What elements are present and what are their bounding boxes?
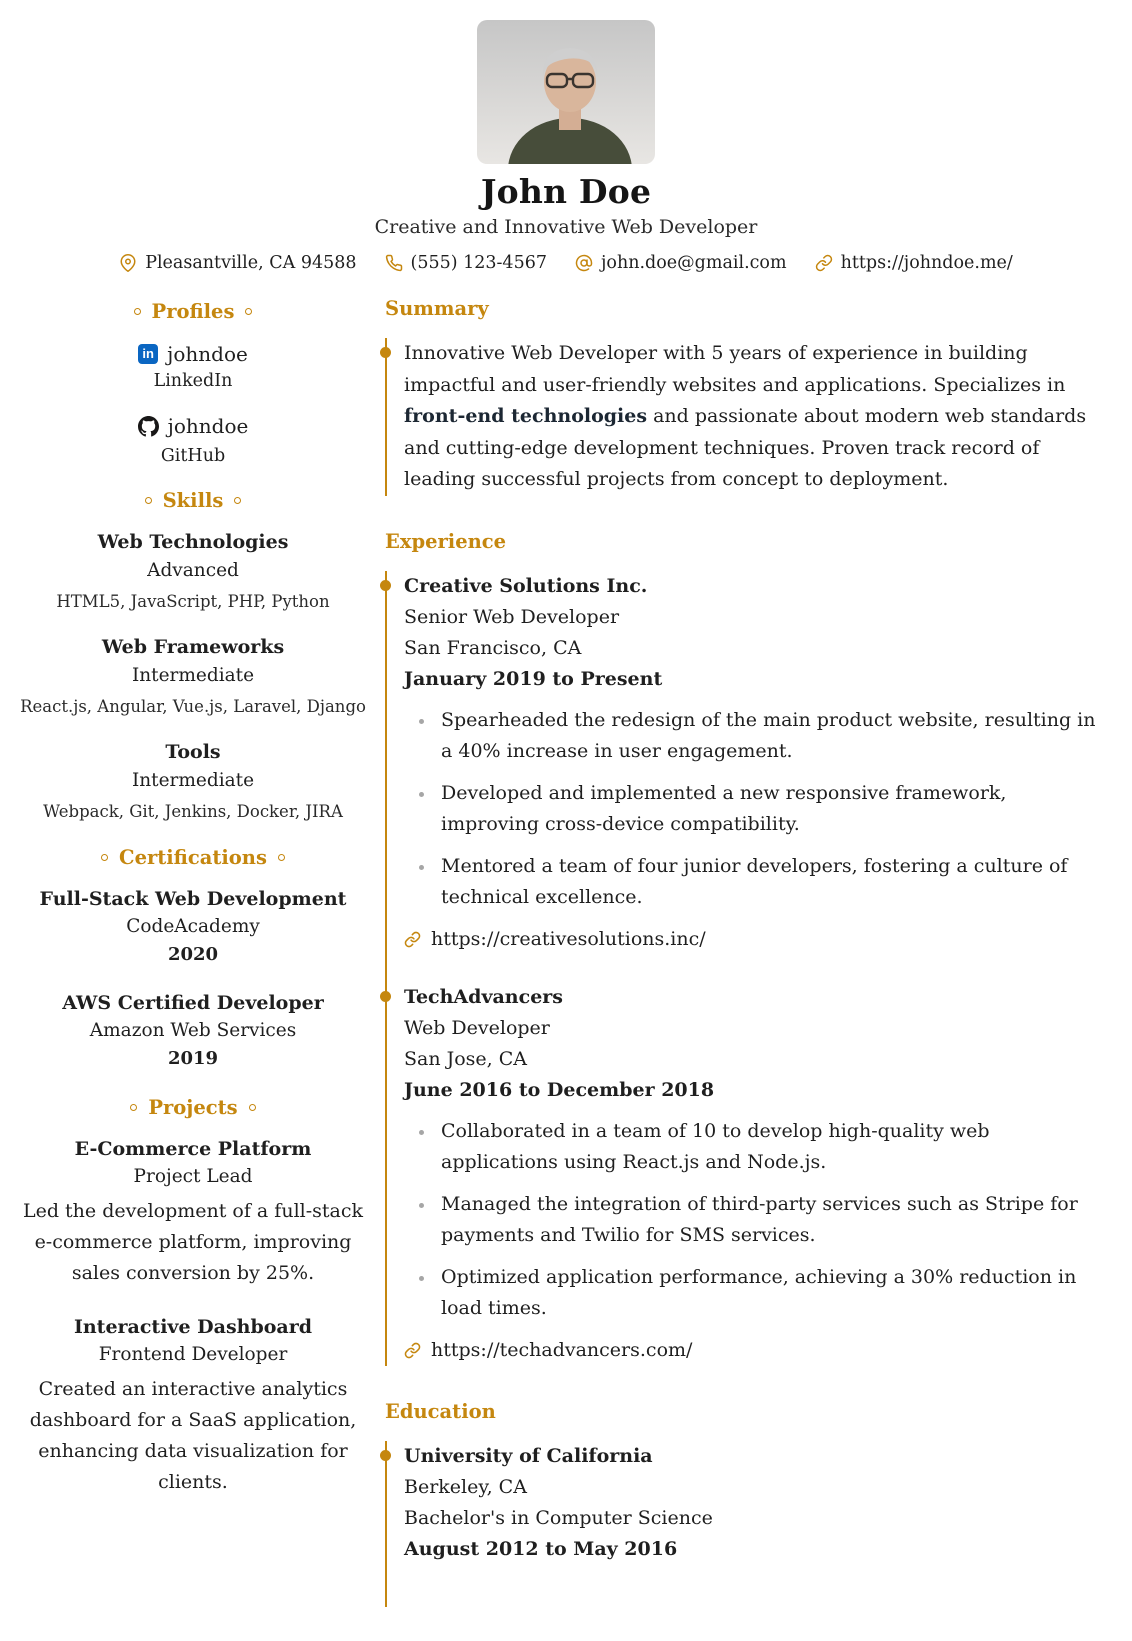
bullet-dot-icon [419,1276,424,1281]
contact-website[interactable] [815,253,1013,273]
timeline-dot-icon [380,991,391,1002]
certification-title: Full-Stack Web Development [39,887,347,910]
skill-level: Intermediate [131,664,255,686]
candidate-name: John Doe [480,172,652,211]
ring-icon [145,497,152,504]
experience-location: San Jose, CA [404,1047,528,1070]
certification-year: 2020 [167,943,219,965]
skill-name: Web Technologies [97,530,289,553]
experience-dates: January 2019 to Present [404,667,663,690]
bullet-dot-icon [419,1203,424,1208]
bullet-text: Collaborated in a team of 10 to develop high-quality web applications using React.js and Node.js. [441,1119,990,1173]
link-icon [404,1342,421,1359]
bullet-text: Spearheaded the redesign of the main product website, resulting in a 40% increase in user engagement. [441,708,1096,762]
skills-heading [20,489,366,512]
education-school: University of California [404,1444,653,1467]
skill-level: Intermediate [131,769,255,791]
experience-location: San Francisco, CA [404,636,582,659]
summary-part-1: Innovative Web Developer with 5 years of experience in building impactful and user-friendly websites and applications. Specializes in [404,342,1066,396]
skill-name: Web Frameworks [101,635,285,658]
summary-timeline [385,338,1096,496]
project-item [20,1316,366,1498]
project-name: Interactive Dashboard [73,1315,313,1338]
certifications-heading [20,846,366,869]
experience-url-text: https://creativesolutions.inc/ [431,927,706,950]
certification-item [20,992,366,1069]
skill-level: Advanced [147,559,239,581]
skill-keywords: React.js, Angular, Vue.js, Laravel, Django [20,696,366,716]
projects-heading-label: Projects [148,1095,238,1119]
experience-bullets [404,1116,1096,1325]
contact-email[interactable] [575,253,787,273]
bullet-text: Managed the integration of third-party services such as Stripe for payments and Twilio for SMS services. [441,1192,1078,1246]
profile-photo [477,20,655,164]
experience-section [385,530,1096,1366]
summary-section [385,297,1096,496]
bullet-item [404,1262,1096,1325]
profile-linkedin[interactable] [20,342,366,391]
ring-icon [130,1104,137,1111]
education-dates: August 2012 to May 2016 [404,1537,678,1560]
education-degree: Bachelor's in Computer Science [404,1506,713,1529]
summary-heading: Summary [385,297,489,320]
profile-linkedin-username: johndoe [167,342,248,366]
contact-location-text: Pleasantville, CA 94588 [145,253,357,273]
contact-row [0,253,1132,273]
project-role: Frontend Developer [98,1343,288,1365]
project-item [20,1138,366,1289]
summary-part-bold: front-end technologies [404,405,648,427]
resume-columns [0,297,1132,1641]
bullet-text: Developed and implemented a new responsive framework, improving cross-device compatibility. [441,781,1007,835]
contact-website-text: https://johndoe.me/ [840,253,1013,273]
experience-url[interactable] [404,924,1096,955]
bullet-item [404,778,1096,841]
main-column [385,297,1096,1641]
candidate-headline: Creative and Innovative Web Developer [374,216,758,238]
profile-github[interactable] [20,414,366,466]
contact-location [119,253,356,273]
profiles-heading-label: Profiles [151,300,235,323]
location-pin-icon [119,254,137,272]
experience-item [404,571,1096,955]
profile-github-username: johndoe [167,414,249,438]
bullet-dot-icon [419,865,424,870]
skills-section [20,489,366,821]
sidebar [20,297,366,1525]
link-icon [404,931,421,948]
projects-section [20,1096,366,1498]
education-item [404,1441,1096,1565]
experience-bullets [404,705,1096,914]
experience-url-text: https://techadvancers.com/ [431,1338,693,1361]
projects-heading [20,1096,366,1119]
experience-company: TechAdvancers [404,985,563,1008]
ring-icon [245,308,252,315]
experience-heading: Experience [385,529,507,553]
experience-item [404,982,1096,1366]
experience-position: Senior Web Developer [404,605,620,628]
certification-year: 2019 [167,1047,219,1069]
phone-icon [385,254,403,272]
project-description: Created an interactive analytics dashboard for a SaaS application, enhancing data visualization for clients. [29,1377,357,1493]
education-location: Berkeley, CA [404,1475,527,1498]
certification-item [20,888,366,965]
experience-timeline [385,571,1096,1366]
bullet-item [404,705,1096,768]
bullet-dot-icon [419,719,424,724]
profile-github-line [138,414,249,438]
github-icon [138,416,159,437]
bullet-text: Optimized application performance, achieving a 30% reduction in load times. [441,1265,1077,1319]
ring-icon [278,854,285,861]
timeline-dot-icon [380,347,391,358]
contact-email-text: john.doe@gmail.com [600,253,787,273]
skill-keywords: Webpack, Git, Jenkins, Docker, JIRA [43,801,343,821]
profile-github-network: GitHub [160,445,226,466]
skill-name: Tools [165,740,221,763]
summary-item [404,338,1096,496]
education-heading: Education [385,1399,496,1423]
profiles-heading [20,300,366,323]
skill-item [20,531,366,611]
bullet-item [404,1189,1096,1252]
experience-url[interactable] [404,1335,1096,1366]
experience-company: Creative Solutions Inc. [404,574,648,597]
experience-dates: June 2016 to December 2018 [404,1078,715,1101]
ring-icon [249,1104,256,1111]
project-name: E-Commerce Platform [74,1137,312,1160]
link-icon [815,254,833,272]
summary-text [404,338,1096,496]
profiles-section [20,300,366,466]
profile-linkedin-network: LinkedIn [153,371,233,391]
education-timeline [385,1441,1096,1607]
skill-item [20,636,366,716]
timeline-dot-icon [380,580,391,591]
experience-position: Web Developer [404,1016,550,1039]
timeline-dot-icon [380,1450,391,1461]
certification-issuer: Amazon Web Services [89,1019,297,1041]
ring-icon [101,854,108,861]
skill-item [20,741,366,821]
bullet-dot-icon [419,792,424,797]
contact-phone[interactable] [385,253,547,273]
linkedin-icon: in [138,344,158,364]
bullet-dot-icon [419,1130,424,1135]
profile-linkedin-line [138,342,248,366]
project-description: Led the development of a full-stack e-commerce platform, improving sales conversion by 25%. [22,1199,364,1284]
at-sign-icon [575,254,593,272]
ring-icon [234,497,241,504]
project-role: Project Lead [133,1165,253,1187]
certifications-heading-label: Certifications [119,845,267,869]
skills-heading-label: Skills [162,488,224,512]
certifications-section [20,846,366,1069]
bullet-text: Mentored a team of four junior developers, fostering a culture of technical excellence. [441,854,1068,908]
resume-header [0,20,1132,273]
certification-title: AWS Certified Developer [62,991,324,1014]
bullet-item [404,1116,1096,1179]
contact-phone-text: (555) 123-4567 [410,253,547,273]
certification-issuer: CodeAcademy [126,915,260,937]
skill-keywords: HTML5, JavaScript, PHP, Python [56,591,330,611]
bullet-item [404,851,1096,914]
summary-part-2: and passionate about modern web standards and cutting-edge development techniques. Proven track record of leading successful projects from concept to deployment. [404,405,1087,490]
ring-icon [134,308,141,315]
education-section [385,1400,1096,1607]
profile-photo-placeholder [477,20,655,164]
